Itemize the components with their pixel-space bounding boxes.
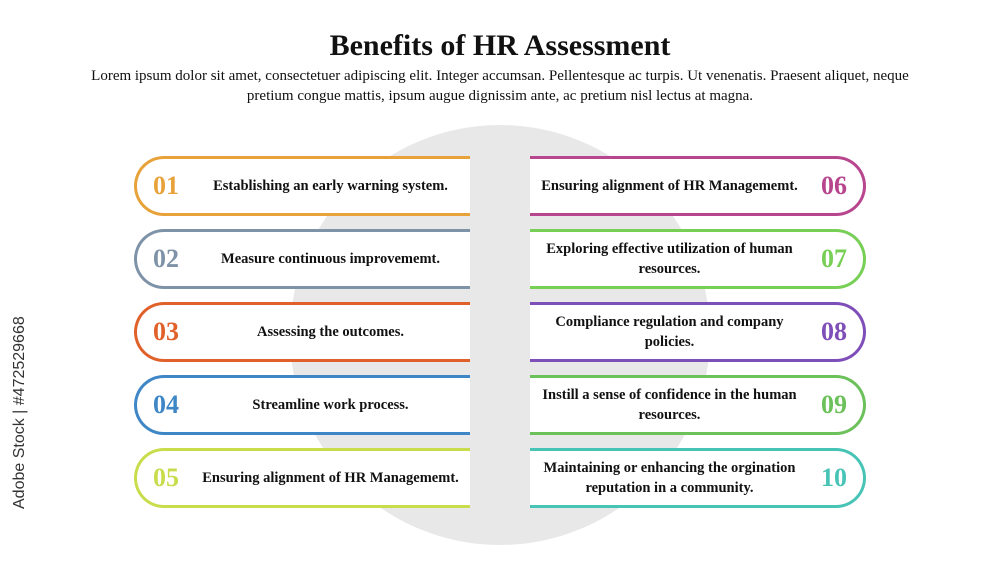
- page-title: Benefits of HR Assessment: [329, 29, 671, 62]
- benefit-text: Ensuring alignment of HR Managememt.: [202, 470, 459, 486]
- benefit-number: 01: [153, 171, 179, 200]
- benefit-text: Maintaining or enhancing the orgination reputation in a community.: [543, 460, 796, 496]
- benefit-text: Exploring effective utilization of human resources.: [546, 241, 793, 277]
- benefit-text: Measure continuous improvememt.: [221, 251, 440, 267]
- benefit-card-02: [134, 229, 470, 289]
- benefit-number: 03: [153, 317, 179, 346]
- benefit-card-08: [530, 302, 866, 362]
- benefit-card-09: [530, 375, 866, 435]
- stock-watermark: Adobe Stock | #472529668: [11, 316, 28, 509]
- benefit-number: 02: [153, 244, 179, 273]
- benefit-card-10: [530, 448, 866, 508]
- benefit-text: Establishing an early warning system.: [213, 178, 448, 194]
- benefit-card-05: [134, 448, 470, 508]
- benefit-number: 09: [821, 390, 847, 419]
- benefit-card-01: [134, 156, 470, 216]
- benefit-card-07: [530, 229, 866, 289]
- page-subtitle: Lorem ipsum dolor sit amet, consectetuer adipiscing elit. Integer accumsan. Pellentesque ac turpis. Ut venenatis. Praesent aliquet, neque pretium congue mattis, ipsum augue dignissim ante, ac pretium nisl lectus at magna.: [91, 68, 909, 104]
- benefit-text: Streamline work process.: [252, 397, 409, 413]
- benefit-card-03: [134, 302, 470, 362]
- benefit-number: 06: [821, 171, 847, 200]
- benefit-number: 07: [821, 244, 847, 273]
- benefit-number: 10: [821, 463, 847, 492]
- benefit-text: Ensuring alignment of HR Managememt.: [541, 178, 798, 194]
- benefit-card-06: [530, 156, 866, 216]
- benefit-text: Compliance regulation and company policies.: [555, 314, 784, 350]
- benefit-number: 04: [153, 390, 179, 419]
- benefit-text: Instill a sense of confidence in the human resources.: [542, 387, 797, 423]
- benefit-number: 08: [821, 317, 847, 346]
- benefit-text: Assessing the outcomes.: [256, 324, 404, 340]
- benefit-card-04: [134, 375, 470, 435]
- benefit-number: 05: [153, 463, 179, 492]
